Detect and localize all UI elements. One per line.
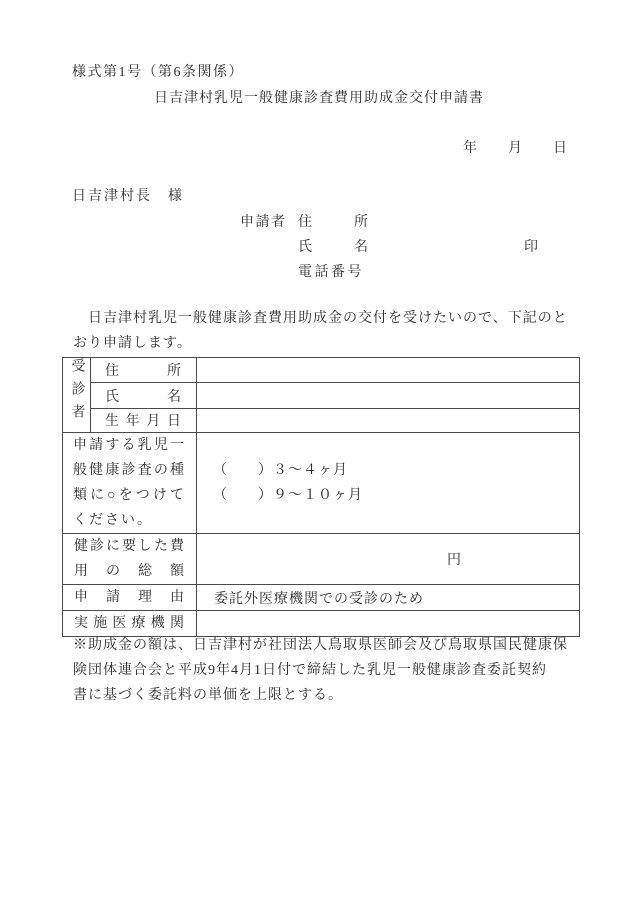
- birthdate-row-label: 生年月日: [91, 408, 197, 432]
- address-value-cell: [197, 358, 580, 383]
- cost-value-cell: [197, 534, 580, 585]
- addressee-line: 日吉津村長 様: [72, 189, 184, 204]
- exam-type-options-cell: [197, 433, 580, 534]
- page-title: 日吉津村乳児一般健康診査費用助成金交付申請書: [154, 91, 484, 106]
- application-statement: [73, 306, 585, 356]
- table-row-exam-type: [63, 433, 580, 534]
- institution-label: 実施医療機関: [63, 611, 197, 637]
- footnote-line-1: ※助成金の額は、日吉津村が社団法人鳥取県医師会及び鳥取県国民健康保: [73, 638, 568, 653]
- cost-label: 健診に要した費用の総額: [63, 534, 197, 585]
- exam-type-label: 申請する乳児一般健康診査の種類に○をつけてください。: [63, 433, 197, 534]
- reason-value-text: 委託外医療機関での受診のため: [214, 591, 424, 607]
- table-row-reason: [63, 585, 580, 611]
- address-row-label: 住 所: [91, 358, 197, 383]
- examinee-group-label: 受診者: [69, 358, 85, 427]
- birthdate-value-cell: [197, 408, 580, 432]
- applicant-name-label: 氏 名: [298, 240, 368, 255]
- table-row-cost: [63, 534, 580, 585]
- table-row-address: [63, 358, 580, 383]
- cost-unit-label: 円: [447, 553, 461, 568]
- table-row-birthdate: [63, 408, 580, 432]
- seal-mark: 印: [524, 240, 538, 255]
- name-row-label: 氏 名: [91, 383, 197, 408]
- exam-type-option-9-10-months: （ ）９～１０ヶ月: [213, 488, 363, 503]
- footnote-line-2: 険団体連合会と平成9年4月1日付で締結した乳児一般健康診査委託契約: [73, 663, 547, 678]
- examinee-group-cell: [63, 358, 91, 433]
- applicant-label: 申請者: [240, 215, 287, 230]
- name-value-cell: [197, 383, 580, 408]
- exam-type-option-3-4-months: （ ）３～４ヶ月: [213, 463, 348, 478]
- applicant-address-row: [298, 211, 368, 231]
- reason-label: 申請理由: [63, 585, 197, 611]
- table-row-name: [63, 383, 580, 408]
- applicant-phone-row: [298, 261, 364, 281]
- statement-line-2: おり申請します。: [73, 336, 192, 351]
- reason-value-cell: [197, 585, 580, 611]
- applicant-name-row: [298, 236, 368, 256]
- application-table: [62, 357, 580, 637]
- applicant-address-label: 住 所: [298, 215, 368, 230]
- footnote-line-3: 書に基づく委託料の単価を上限とする。: [73, 688, 343, 703]
- form-number-label: 様式第1号（第6条関係）: [72, 65, 244, 80]
- statement-line-1: 日吉津村乳児一般健康診査費用助成金の交付を受けたいので、下記のと: [73, 311, 568, 326]
- applicant-phone-label: 電話番号: [298, 265, 364, 280]
- footnote: [73, 633, 588, 708]
- date-line: 年 月 日: [463, 141, 568, 156]
